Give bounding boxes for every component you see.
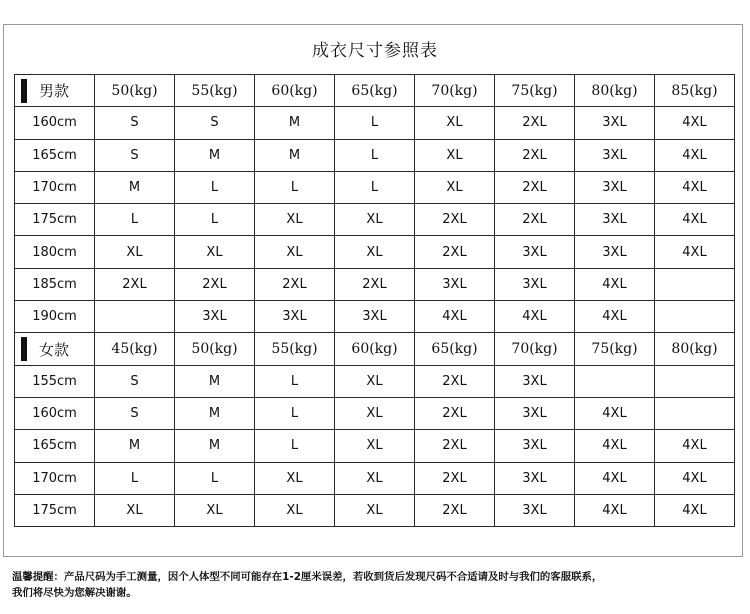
- size-cell: [655, 365, 735, 397]
- table-row: [15, 397, 735, 429]
- size-cell: M: [175, 430, 255, 462]
- height-cell: 170cm: [15, 462, 95, 494]
- height-cell: 160cm: [15, 107, 95, 139]
- section-marker-bar: [21, 337, 27, 361]
- size-cell: 3XL: [415, 268, 495, 300]
- size-cell: XL: [335, 462, 415, 494]
- weight-header: 85(kg): [655, 75, 735, 107]
- table-row: [15, 139, 735, 171]
- height-cell: 175cm: [15, 204, 95, 236]
- size-cell: 2XL: [415, 494, 495, 526]
- height-cell: 170cm: [15, 171, 95, 203]
- size-cell: M: [255, 107, 335, 139]
- size-cell: 2XL: [415, 430, 495, 462]
- size-cell: [575, 365, 655, 397]
- size-cell: 3XL: [335, 301, 415, 333]
- footer-line-2: 我们将尽快为您解决谢谢。: [12, 587, 137, 599]
- size-cell: 2XL: [415, 397, 495, 429]
- weight-header: 50(kg): [95, 75, 175, 107]
- table-row: [15, 365, 735, 397]
- size-cell: XL: [335, 204, 415, 236]
- weight-header: 75(kg): [495, 75, 575, 107]
- men-label-cell: [15, 75, 95, 107]
- size-cell: S: [175, 107, 255, 139]
- size-cell: XL: [335, 397, 415, 429]
- size-cell: XL: [95, 494, 175, 526]
- footer-line-1: 温馨提醒：产品尺码为手工测量，因个人体型不同可能存在1-2厘米误差，若收到货后发现尺码不合适请及时与我们的客服联系，: [12, 571, 603, 583]
- size-cell: L: [335, 107, 415, 139]
- men-label: 男款: [39, 82, 70, 101]
- chart-title: 成衣尺寸参照表: [312, 41, 438, 61]
- size-cell: 2XL: [335, 268, 415, 300]
- size-cell: 3XL: [575, 139, 655, 171]
- size-cell: 3XL: [175, 301, 255, 333]
- size-cell: 4XL: [655, 107, 735, 139]
- size-cell: XL: [335, 494, 415, 526]
- size-cell: L: [335, 171, 415, 203]
- size-cell: [655, 268, 735, 300]
- size-cell: 3XL: [495, 365, 575, 397]
- size-cell: L: [255, 397, 335, 429]
- size-cell: XL: [175, 236, 255, 268]
- size-cell: 4XL: [655, 171, 735, 203]
- size-cell: M: [95, 171, 175, 203]
- table-row: [15, 171, 735, 203]
- table-row: [15, 494, 735, 526]
- size-cell: 4XL: [575, 397, 655, 429]
- size-cell: 3XL: [495, 236, 575, 268]
- table-row: [15, 430, 735, 462]
- size-cell: 4XL: [655, 430, 735, 462]
- table-row: [15, 462, 735, 494]
- section-marker-bar: [21, 79, 27, 103]
- height-cell: 155cm: [15, 365, 95, 397]
- size-table: [14, 74, 735, 527]
- women-label-cell: [15, 333, 95, 365]
- weight-header: 65(kg): [415, 333, 495, 365]
- size-cell: [655, 301, 735, 333]
- size-cell: 3XL: [575, 171, 655, 203]
- weight-header: 60(kg): [255, 75, 335, 107]
- size-cell: 2XL: [415, 236, 495, 268]
- size-cell: S: [95, 365, 175, 397]
- size-cell: 3XL: [495, 494, 575, 526]
- women-label-wrap: [15, 333, 94, 364]
- size-cell: 3XL: [495, 397, 575, 429]
- size-cell: 4XL: [655, 462, 735, 494]
- men-label-wrap: [15, 75, 94, 106]
- size-cell: 3XL: [575, 107, 655, 139]
- size-cell: XL: [255, 204, 335, 236]
- size-cell: 3XL: [255, 301, 335, 333]
- size-cell: L: [255, 171, 335, 203]
- size-cell: M: [175, 365, 255, 397]
- table-row: [15, 204, 735, 236]
- size-cell: 2XL: [495, 171, 575, 203]
- weight-header: 75(kg): [575, 333, 655, 365]
- table-row: [15, 268, 735, 300]
- size-cell: L: [175, 462, 255, 494]
- table-row: [15, 107, 735, 139]
- size-cell: L: [255, 430, 335, 462]
- size-cell: 2XL: [255, 268, 335, 300]
- size-cell: [95, 301, 175, 333]
- women-header-row: [15, 333, 735, 365]
- size-cell: S: [95, 107, 175, 139]
- size-cell: XL: [335, 365, 415, 397]
- size-cell: 2XL: [495, 139, 575, 171]
- size-table-body: [15, 75, 735, 527]
- height-cell: 185cm: [15, 268, 95, 300]
- size-cell: 2XL: [175, 268, 255, 300]
- table-row: [15, 301, 735, 333]
- size-cell: 2XL: [495, 204, 575, 236]
- weight-header: 65(kg): [335, 75, 415, 107]
- size-cell: S: [95, 139, 175, 171]
- size-cell: 4XL: [415, 301, 495, 333]
- size-cell: XL: [175, 494, 255, 526]
- men-header-row: [15, 75, 735, 107]
- size-cell: 4XL: [575, 301, 655, 333]
- size-cell: L: [175, 171, 255, 203]
- height-cell: 165cm: [15, 430, 95, 462]
- size-cell: 3XL: [495, 462, 575, 494]
- weight-header: 80(kg): [655, 333, 735, 365]
- weight-header: 45(kg): [95, 333, 175, 365]
- size-cell: 4XL: [655, 204, 735, 236]
- height-cell: 160cm: [15, 397, 95, 429]
- weight-header: 55(kg): [255, 333, 335, 365]
- size-cell: XL: [255, 462, 335, 494]
- height-cell: 165cm: [15, 139, 95, 171]
- size-cell: L: [335, 139, 415, 171]
- height-cell: 190cm: [15, 301, 95, 333]
- size-cell: 3XL: [575, 236, 655, 268]
- size-cell: 4XL: [575, 268, 655, 300]
- size-cell: M: [255, 139, 335, 171]
- size-cell: XL: [415, 107, 495, 139]
- weight-header: 70(kg): [495, 333, 575, 365]
- size-cell: 2XL: [495, 107, 575, 139]
- size-cell: [655, 397, 735, 429]
- size-cell: 4XL: [655, 494, 735, 526]
- size-cell: 2XL: [415, 365, 495, 397]
- size-cell: 2XL: [95, 268, 175, 300]
- size-cell: L: [255, 365, 335, 397]
- footer-notice: [12, 569, 747, 601]
- size-cell: 4XL: [655, 236, 735, 268]
- size-cell: XL: [255, 494, 335, 526]
- size-cell: L: [95, 204, 175, 236]
- size-cell: 3XL: [495, 268, 575, 300]
- table-row: [15, 236, 735, 268]
- size-cell: 4XL: [655, 139, 735, 171]
- size-cell: S: [95, 397, 175, 429]
- women-label: 女款: [39, 340, 70, 359]
- size-cell: 2XL: [415, 204, 495, 236]
- size-cell: XL: [255, 236, 335, 268]
- size-cell: 3XL: [575, 204, 655, 236]
- size-cell: XL: [335, 236, 415, 268]
- weight-header: 60(kg): [335, 333, 415, 365]
- size-cell: L: [95, 462, 175, 494]
- size-cell: M: [175, 397, 255, 429]
- weight-header: 70(kg): [415, 75, 495, 107]
- height-cell: 175cm: [15, 494, 95, 526]
- weight-header: 80(kg): [575, 75, 655, 107]
- size-cell: XL: [95, 236, 175, 268]
- size-cell: M: [95, 430, 175, 462]
- size-cell: 2XL: [415, 462, 495, 494]
- weight-header: 50(kg): [175, 333, 255, 365]
- size-cell: 4XL: [495, 301, 575, 333]
- size-cell: 4XL: [575, 430, 655, 462]
- size-cell: XL: [335, 430, 415, 462]
- size-cell: M: [175, 139, 255, 171]
- size-cell: XL: [415, 139, 495, 171]
- weight-header: 55(kg): [175, 75, 255, 107]
- size-cell: XL: [415, 171, 495, 203]
- size-cell: 4XL: [575, 494, 655, 526]
- size-cell: L: [175, 204, 255, 236]
- size-cell: 3XL: [495, 430, 575, 462]
- height-cell: 180cm: [15, 236, 95, 268]
- size-cell: 4XL: [575, 462, 655, 494]
